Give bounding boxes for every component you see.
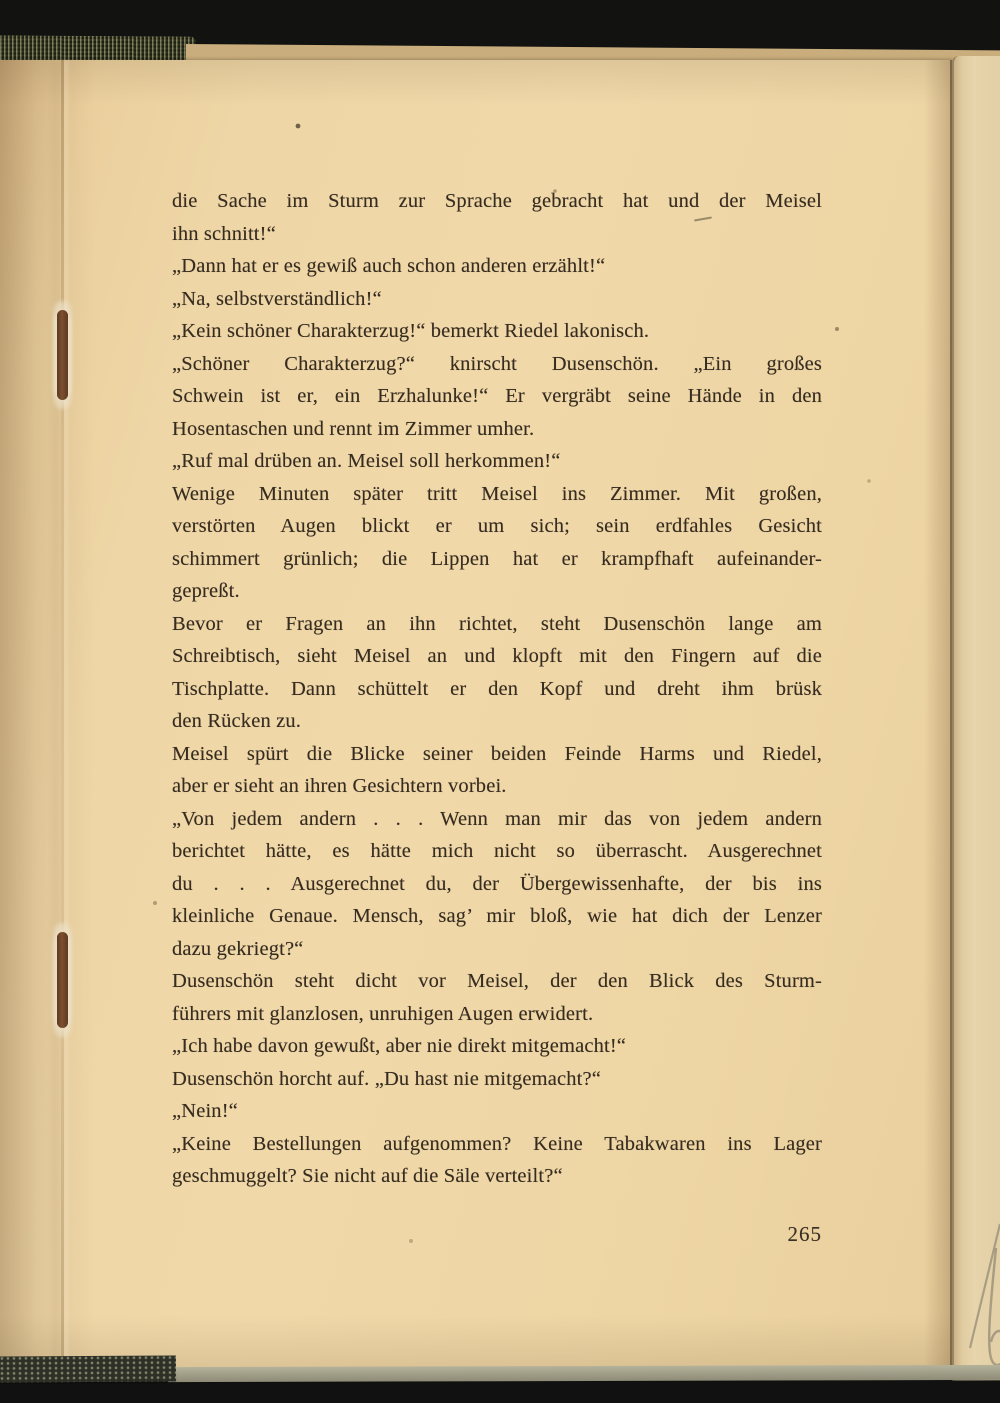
page-text-line: führers mit glanzlosen, unruhigen Augen erwidert. bbox=[172, 1002, 594, 1025]
page-text-line: „Von jedem andern . . . Wenn man mir das von jedem andern bbox=[172, 807, 822, 830]
page-text-line: „Keine Bestellungen aufgenommen? Keine Tabakwaren ins Lager bbox=[172, 1132, 822, 1155]
next-page-edge bbox=[952, 56, 1000, 1388]
page-number: 265 bbox=[787, 1222, 822, 1246]
page-text-line: „Kein schöner Charakterzug!“ bemerkt Riedel lakonisch. bbox=[172, 320, 650, 342]
page-text-line: „Ruf mal drüben an. Meisel soll herkommen!“ bbox=[172, 450, 561, 472]
page-text-line: Meisel spürt die Blicke seiner beiden Feinde Harms und Riedel, bbox=[172, 742, 822, 765]
binding-cloth-bottom bbox=[0, 1356, 176, 1383]
gutter-fold bbox=[61, 60, 64, 1370]
page-text-line: Dusenschön steht dicht vor Meisel, der den Blick des Sturm- bbox=[172, 970, 822, 992]
book-cover-bottom-edge bbox=[0, 1380, 1000, 1403]
page-text-line: die Sache im Sturm zur Sprache gebracht hat und der Meisel bbox=[172, 190, 822, 212]
page-text-line: gepreßt. bbox=[172, 580, 240, 602]
page-text-line: berichtet hätte, es hätte mich nicht so überrascht. Ausgerechnet bbox=[172, 840, 822, 862]
page-text-line: „Ich habe davon gewußt, aber nie direkt mitgemacht!“ bbox=[172, 1035, 627, 1057]
page-text-line: den Rücken zu. bbox=[172, 710, 302, 732]
paper-speckles bbox=[0, 60, 2, 62]
page-text-line: „Nein!“ bbox=[172, 1100, 238, 1122]
page-text-line: kleinliche Genaue. Mensch, sag’ mir bloß, wie hat dich der Lenzer bbox=[172, 905, 822, 927]
page-text-line: aber er sieht an ihren Gesichtern vorbei. bbox=[172, 775, 507, 797]
page-text-line: ihn schnitt!“ bbox=[172, 222, 276, 245]
page-text-line: Dusenschön horcht auf. „Du hast nie mitgemacht?“ bbox=[172, 1067, 602, 1090]
binding-stitch bbox=[57, 932, 68, 1028]
cover-board-bottom-edge bbox=[168, 1365, 1000, 1382]
page-text-line: „Dann hat er es gewiß auch schon anderen erzählt!“ bbox=[172, 255, 606, 277]
page-text-line: „Na, selbstverständlich!“ bbox=[172, 287, 382, 310]
page-text-line: Schwein ist er, ein Erzhalunke!“ Er vergräbt seine Hände in den bbox=[172, 385, 822, 407]
page-text-line: schimmert grünlich; die Lippen hat er krampfhaft aufeinander- bbox=[172, 547, 822, 570]
page-text-line: verstörten Augen blickt er um sich; sein erdfahles Gesicht bbox=[172, 515, 822, 537]
page-text-line: „Schöner Charakterzug?“ knirscht Dusenschön. „Ein großes bbox=[172, 352, 822, 375]
page-text bbox=[172, 185, 822, 1193]
page-text-line: geschmuggelt? Sie nicht auf die Säle verteilt?“ bbox=[172, 1165, 563, 1187]
book-page bbox=[0, 60, 952, 1370]
pencil-scribble bbox=[954, 56, 1000, 1388]
page-text-line: Hosentaschen und rennt im Zimmer umher. bbox=[172, 417, 535, 440]
page-text-line: dazu gekriegt?“ bbox=[172, 937, 304, 960]
page-text-line: Schreibtisch, sieht Meisel an und klopft mit den Fingern auf die bbox=[172, 645, 822, 667]
page-text-line: Wenige Minuten später tritt Meisel ins Zimmer. Mit großen, bbox=[172, 482, 822, 505]
page-text-line: Tischplatte. Dann schüttelt er den Kopf und dreht ihm brüsk bbox=[172, 677, 822, 700]
page-text-line: du . . . Ausgerechnet du, der Übergewissenhafte, der bis ins bbox=[172, 872, 822, 895]
binding-stitch bbox=[57, 310, 68, 400]
page-text-line: Bevor er Fragen an ihn richtet, steht Dusenschön lange am bbox=[172, 612, 822, 635]
